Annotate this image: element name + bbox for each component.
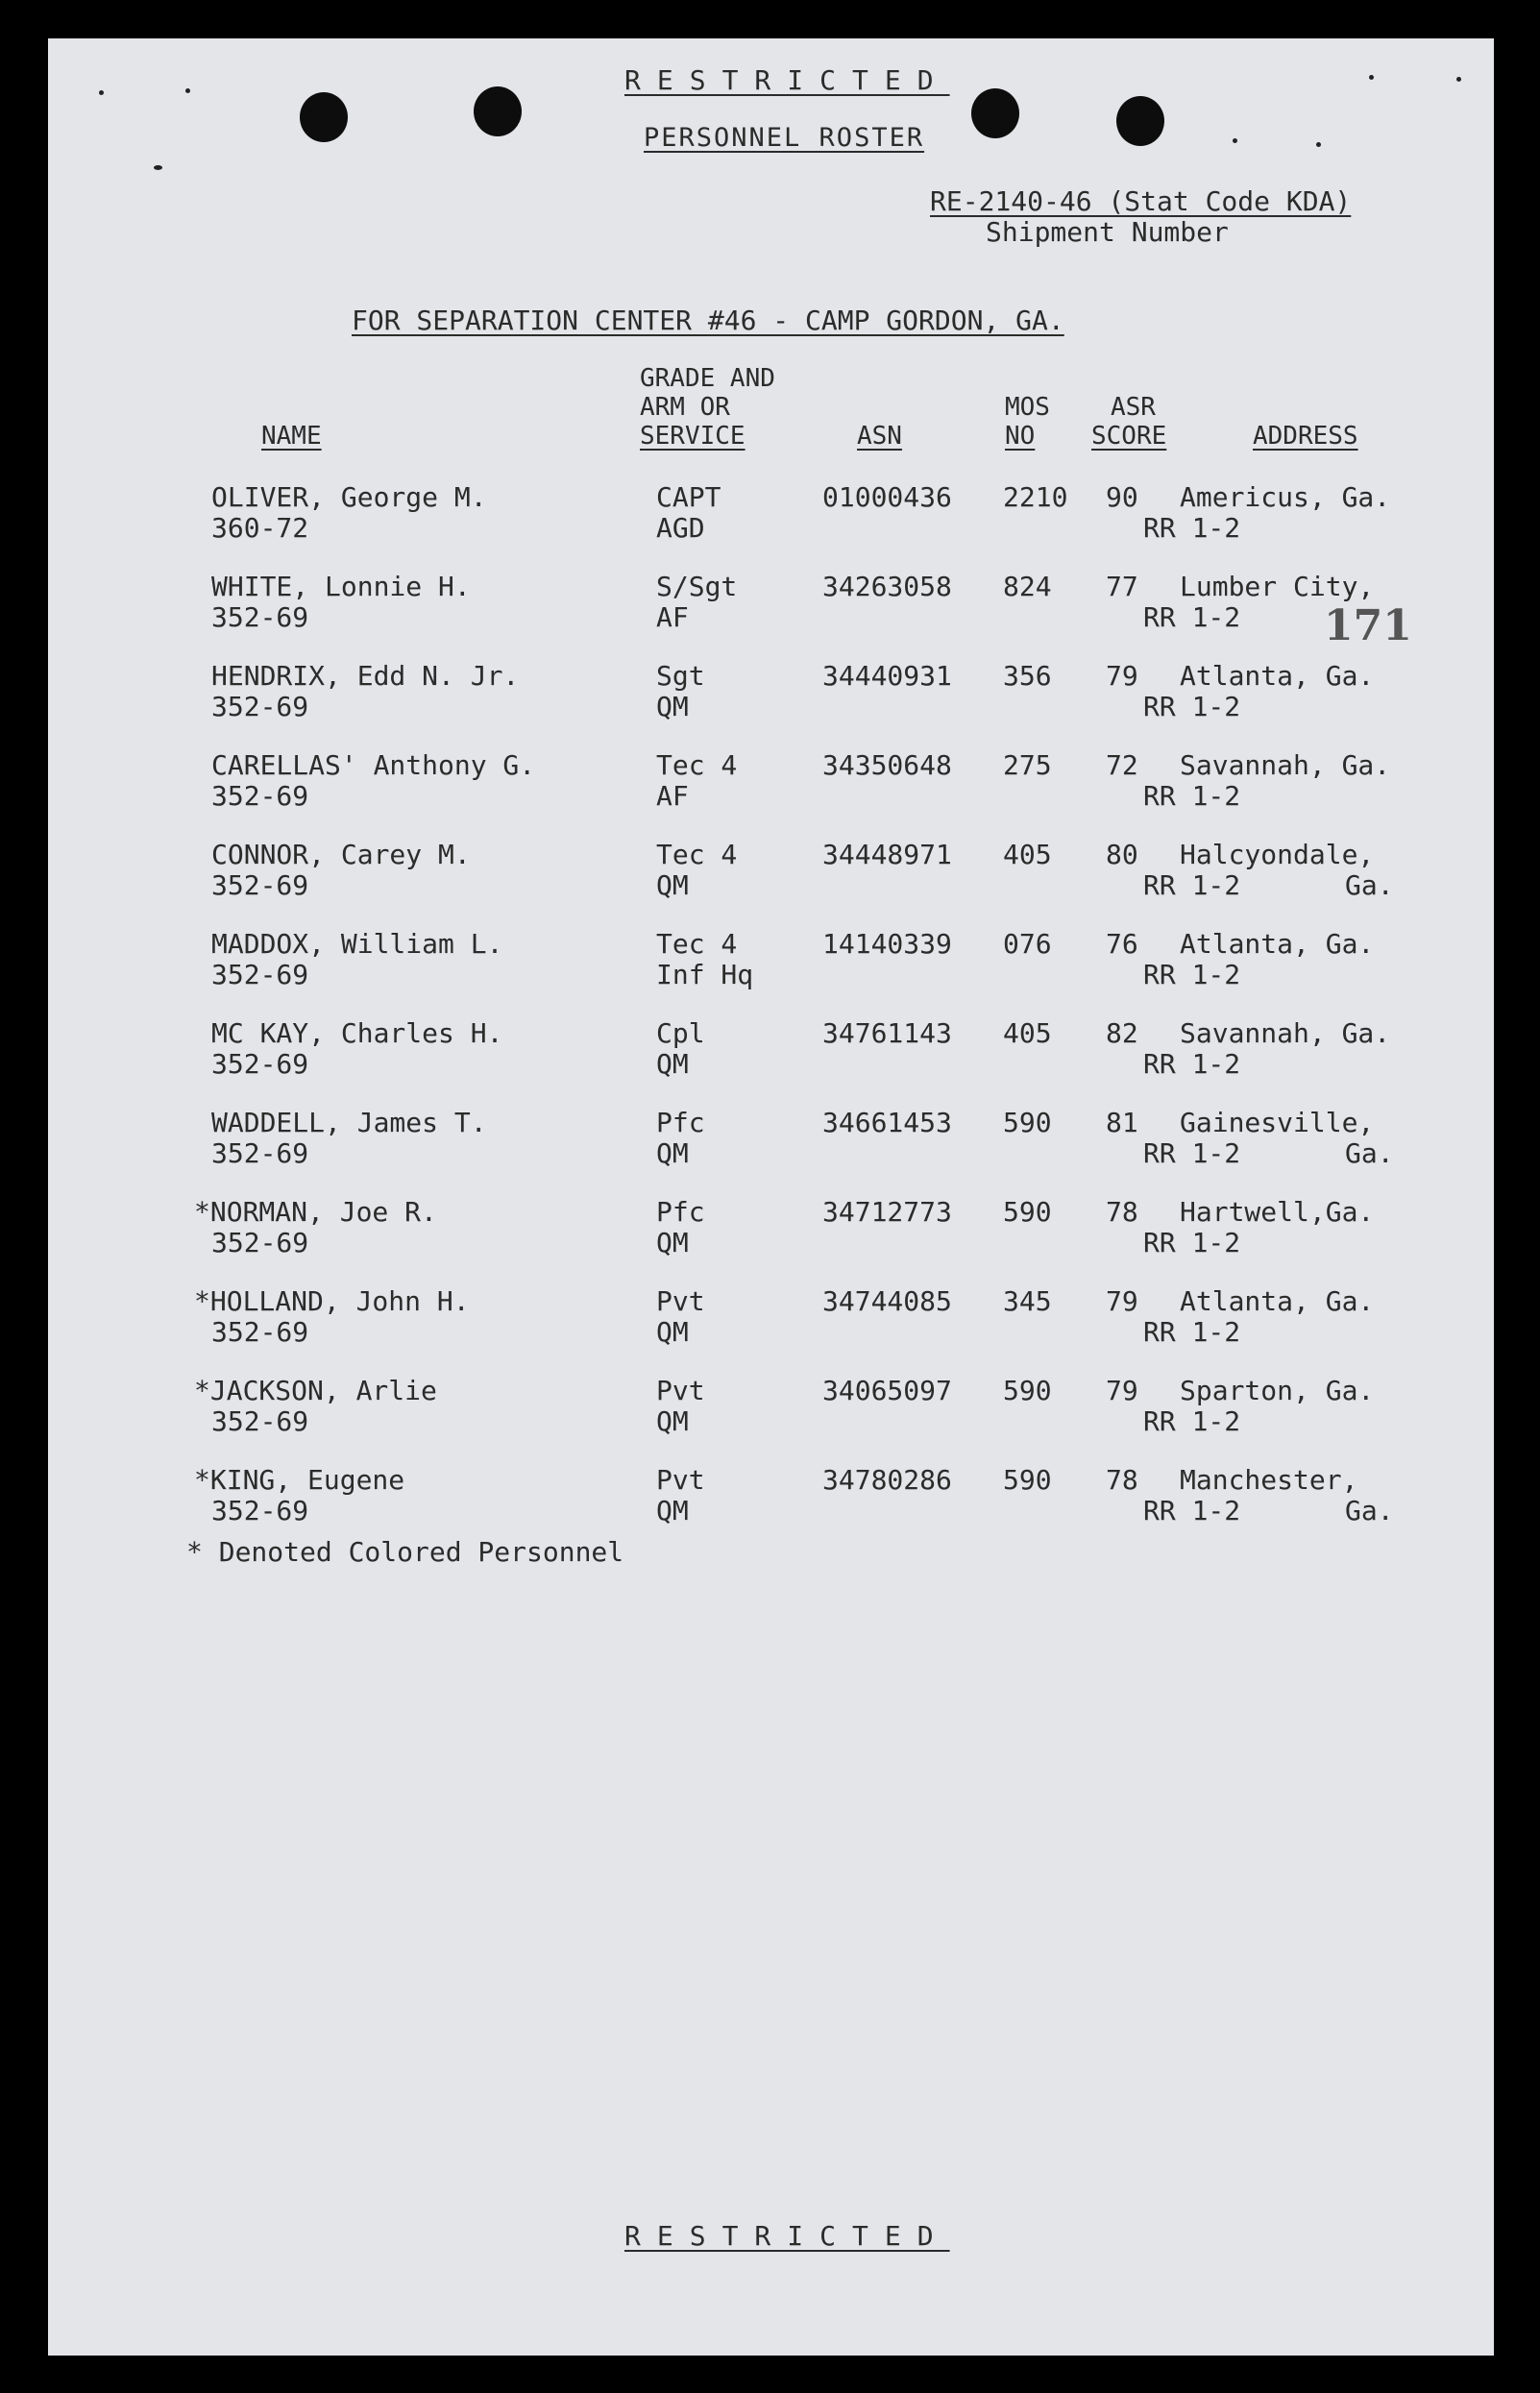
row-mos: 590 — [1003, 1464, 1052, 1496]
row-address: Lumber City, — [1180, 571, 1375, 602]
row-grade: Pfc — [656, 1196, 705, 1228]
row-score: 82 — [1106, 1017, 1138, 1049]
row-rr: RR 1-2 — [1143, 780, 1241, 812]
row-code: 352-69 — [211, 1137, 309, 1169]
row-mos: 2210 — [1003, 481, 1068, 513]
row-score: 80 — [1106, 839, 1138, 870]
row-code: 352-69 — [211, 869, 309, 901]
row-name: WADDELL, James T. — [211, 1107, 487, 1138]
row-address: Hartwell,Ga. — [1180, 1196, 1375, 1228]
row-code: 352-69 — [211, 959, 309, 990]
row-code: 352-69 — [211, 1227, 309, 1258]
row-rr: RR 1-2 — [1143, 1316, 1241, 1348]
column-header-grade: ARM OR — [640, 393, 730, 422]
row-rr: RR 1-2 — [1143, 869, 1241, 901]
classification-footer: RESTRICTED — [624, 2220, 950, 2252]
row-grade: CAPT — [656, 481, 721, 513]
row-score: 90 — [1106, 481, 1138, 513]
row-mos: 824 — [1003, 571, 1052, 602]
document-page — [48, 38, 1494, 2356]
row-code: 352-69 — [211, 1495, 309, 1526]
speck — [185, 88, 190, 93]
punch-hole — [300, 92, 348, 142]
row-grade: Tec 4 — [656, 749, 738, 781]
row-service: AF — [656, 780, 689, 812]
row-code: 360-72 — [211, 512, 309, 544]
column-header-grade: SERVICE — [640, 422, 746, 451]
row-rr: RR 1-2 — [1143, 1137, 1241, 1169]
row-asn: 34065097 — [822, 1375, 952, 1406]
speck — [1369, 75, 1374, 80]
row-rr: RR 1-2 — [1143, 1405, 1241, 1437]
row-code: 352-69 — [211, 780, 309, 812]
row-mos: 590 — [1003, 1196, 1052, 1228]
row-rr: RR 1-2 — [1143, 1048, 1241, 1080]
speck — [1456, 77, 1461, 82]
destination-line: FOR SEPARATION CENTER #46 - CAMP GORDON, GA. — [352, 305, 1064, 336]
row-name: WHITE, Lonnie H. — [211, 571, 471, 602]
row-grade: Pfc — [656, 1107, 705, 1138]
row-mos: 405 — [1003, 839, 1052, 870]
shipment-code: RE-2140-46 (Stat Code KDA) — [930, 185, 1352, 217]
row-address: Gainesville, — [1180, 1107, 1375, 1138]
row-address: Halcyondale, — [1180, 839, 1375, 870]
row-service: QM — [656, 1495, 689, 1526]
row-address: Savannah, Ga. — [1180, 1017, 1391, 1049]
row-address: Americus, Ga. — [1180, 481, 1391, 513]
column-header-grade: GRADE AND — [640, 364, 775, 393]
row-address: Atlanta, Ga. — [1180, 1285, 1375, 1317]
row-mos: 275 — [1003, 749, 1052, 781]
row-service: QM — [656, 1048, 689, 1080]
row-score: 79 — [1106, 660, 1138, 692]
row-service: QM — [656, 691, 689, 722]
row-name: MC KAY, Charles H. — [211, 1017, 503, 1049]
row-service: AF — [656, 601, 689, 633]
row-address: Sparton, Ga. — [1180, 1375, 1375, 1406]
row-service: QM — [656, 1316, 689, 1348]
row-rr: RR 1-2 — [1143, 1495, 1241, 1526]
punch-hole — [474, 86, 522, 136]
row-service: QM — [656, 1405, 689, 1437]
column-header-address: ADDRESS — [1253, 422, 1358, 451]
row-code: 352-69 — [211, 1316, 309, 1348]
row-grade: Pvt — [656, 1285, 705, 1317]
document-title: PERSONNEL ROSTER — [644, 123, 925, 153]
column-header-asr: SCORE — [1091, 422, 1167, 451]
row-score: 76 — [1106, 928, 1138, 960]
column-header-name: NAME — [261, 422, 322, 451]
row-asn: 34263058 — [822, 571, 952, 602]
footnote: * Denoted Colored Personnel — [186, 1536, 624, 1568]
row-score: 72 — [1106, 749, 1138, 781]
row-name: *KING, Eugene — [194, 1464, 405, 1496]
row-name: *JACKSON, Arlie — [194, 1375, 437, 1406]
row-score: 81 — [1106, 1107, 1138, 1138]
row-grade: Tec 4 — [656, 928, 738, 960]
row-service: QM — [656, 1227, 689, 1258]
row-name: CONNOR, Carey M. — [211, 839, 471, 870]
row-service: QM — [656, 1137, 689, 1169]
column-header-asr: ASR — [1111, 393, 1156, 422]
row-grade: Pvt — [656, 1464, 705, 1496]
row-grade: Pvt — [656, 1375, 705, 1406]
row-asn: 34661453 — [822, 1107, 952, 1138]
row-service: AGD — [656, 512, 705, 544]
column-header-mos: MOS — [1005, 393, 1050, 422]
page-number-stamp: 171 — [1324, 601, 1412, 650]
row-address-cont: Ga. — [1345, 869, 1394, 901]
column-header-mos: NO — [1005, 422, 1036, 451]
row-score: 78 — [1106, 1464, 1138, 1496]
row-mos: 076 — [1003, 928, 1052, 960]
speck — [154, 165, 162, 170]
row-code: 352-69 — [211, 601, 309, 633]
shipment-label: Shipment Number — [986, 216, 1229, 248]
row-rr: RR 1-2 — [1143, 1227, 1241, 1258]
row-name: OLIVER, George M. — [211, 481, 487, 513]
row-rr: RR 1-2 — [1143, 691, 1241, 722]
speck — [1233, 138, 1237, 143]
row-score: 79 — [1106, 1375, 1138, 1406]
classification-header: RESTRICTED — [624, 64, 950, 96]
row-mos: 590 — [1003, 1375, 1052, 1406]
punch-hole — [1116, 96, 1164, 146]
row-address: Manchester, — [1180, 1464, 1358, 1496]
row-code: 352-69 — [211, 691, 309, 722]
row-rr: RR 1-2 — [1143, 601, 1241, 633]
row-score: 79 — [1106, 1285, 1138, 1317]
row-mos: 590 — [1003, 1107, 1052, 1138]
row-rr: RR 1-2 — [1143, 512, 1241, 544]
row-code: 352-69 — [211, 1048, 309, 1080]
row-asn: 34350648 — [822, 749, 952, 781]
row-rr: RR 1-2 — [1143, 959, 1241, 990]
row-asn: 34448971 — [822, 839, 952, 870]
row-address: Atlanta, Ga. — [1180, 928, 1375, 960]
row-asn: 34744085 — [822, 1285, 952, 1317]
row-mos: 356 — [1003, 660, 1052, 692]
row-grade: Cpl — [656, 1017, 705, 1049]
row-name: HENDRIX, Edd N. Jr. — [211, 660, 520, 692]
row-name: MADDOX, William L. — [211, 928, 503, 960]
row-score: 78 — [1106, 1196, 1138, 1228]
row-score: 77 — [1106, 571, 1138, 602]
row-asn: 14140339 — [822, 928, 952, 960]
row-service: QM — [656, 869, 689, 901]
row-asn: 34780286 — [822, 1464, 952, 1496]
row-mos: 405 — [1003, 1017, 1052, 1049]
row-address: Atlanta, Ga. — [1180, 660, 1375, 692]
row-grade: Tec 4 — [656, 839, 738, 870]
row-name: *NORMAN, Joe R. — [194, 1196, 437, 1228]
punch-hole — [971, 88, 1019, 138]
row-service: Inf Hq — [656, 959, 754, 990]
speck — [99, 90, 104, 95]
row-code: 352-69 — [211, 1405, 309, 1437]
row-grade: Sgt — [656, 660, 705, 692]
column-header-asn: ASN — [857, 422, 902, 451]
row-mos: 345 — [1003, 1285, 1052, 1317]
row-name: *HOLLAND, John H. — [194, 1285, 470, 1317]
row-address: Savannah, Ga. — [1180, 749, 1391, 781]
row-asn: 01000436 — [822, 481, 952, 513]
row-asn: 34440931 — [822, 660, 952, 692]
row-asn: 34761143 — [822, 1017, 952, 1049]
row-asn: 34712773 — [822, 1196, 952, 1228]
row-address-cont: Ga. — [1345, 1137, 1394, 1169]
row-address-cont: Ga. — [1345, 1495, 1394, 1526]
row-name: CARELLAS' Anthony G. — [211, 749, 536, 781]
row-grade: S/Sgt — [656, 571, 738, 602]
speck — [1316, 142, 1321, 147]
